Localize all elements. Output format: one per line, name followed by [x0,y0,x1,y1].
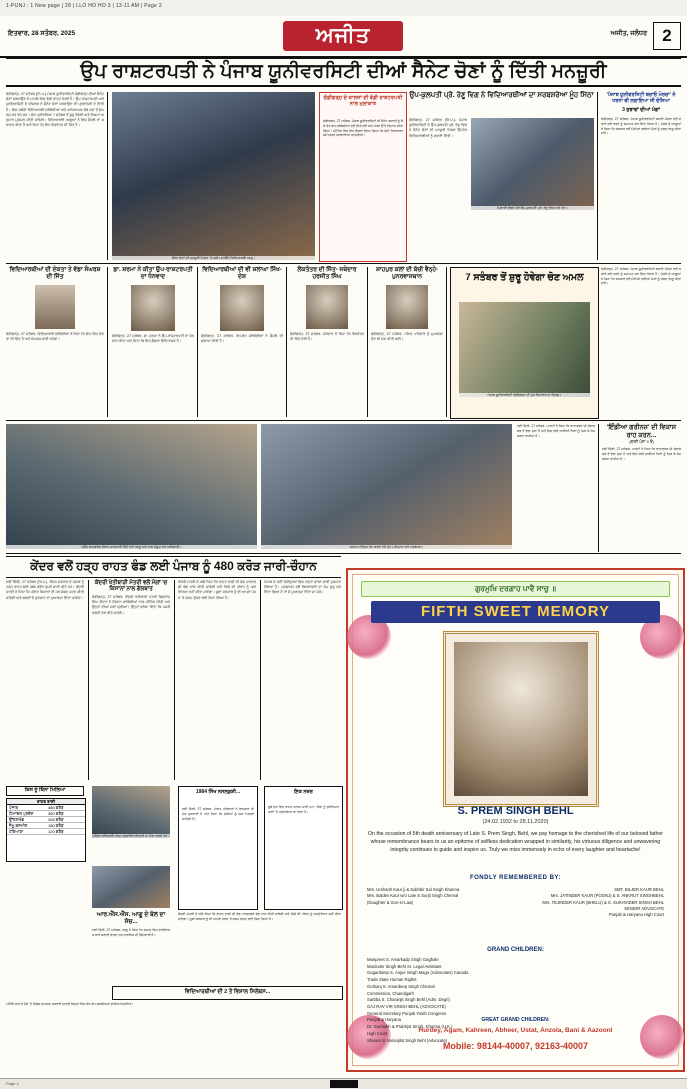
row2-story-3 [201,267,283,417]
gc-right: Trade State Human Rights [367,977,417,983]
great-grand-children-names: Hurdey, Agam, Kahreen, Abheer, Ustat, Anzola, Bani & Aazoonl [418,1027,613,1034]
grand-children-label: GRAND CHILDREN: [487,947,544,953]
row2-headline-1: ਵਿਦਿਆਰਥੀਆਂ ਦੀ ਏਕਤਾ ਤੇ ਵੱਡਾ ਸੰਘਰਸ਼ ਦੀ ਜਿੱਤ [9,267,101,281]
row2-story-4 [290,267,364,417]
gc-left: Gurkanj S. Amardeep Singh Chemal [367,983,435,989]
advert-inner-frame [352,574,679,1066]
main-photo-caption: ਸੈਨੇਟ ਚੋਣਾਂ ਦੀ ਮਨਜ਼ੂਰੀ ਮਿਲਣ 'ਤੇ ਖੁਸ਼ੀ ਮਨਾਉਂਦੇ ਵਿਦਿਆਰਥੀ ਆਗੂ। [112,256,315,260]
masthead [0,16,687,58]
redbox-headline: ਚੰਡੀਗੜ੍ਹ ਦੇ ਕਾਲਜਾਂ ਦੀ ਵੱਡੀ ਰਾਸ਼ਟਰਪਤੀ ਨਾਲ ਮੁਲਾਕਾਤ [323,95,403,108]
row3-right-headline: 'ਇੰਡੀਆ ਗਰੀਨਜ਼' ਦੀ ਵਿਕਾਸ ਰਾਹ ਕਰਨ... [606,424,677,439]
nss-body: ਨਵੀਂ ਦਿੱਲੀ, 27 ਸਤੰਬਰ- ਆਗੂ ਨੇ ਕਿਹਾ ਕਿ ਸਮਾਜ ਵਿਚ ਭਾਈਚਾਰਕ ਸਾਂਝ ਬਣਾਈ ਰੱਖਣਾ ਹਰ ਨਾਗਰਿਕ ਦੀ ਜ਼ਿੰਮੇਵਾਰੀ ਹੈ। [92,928,170,937]
police-photo-caption: ਪੁਲਿਸ ਅਧਿਕਾਰੀ ਹੜ੍ਹ ਪ੍ਰਭਾਵਿਤ ਇਲਾਕੇ ਦਾ ਦੌਰਾ ਕਰਦੇ ਹੋਏ। [92,834,170,838]
lead-story-body: ਚੰਡੀਗੜ੍ਹ, 27 ਸਤੰਬਰ (ਨਿ.ਪ.)-ਪੰਜਾਬ ਯੂਨੀਵਰਸਿਟੀ ਚੰਡੀਗੜ੍ਹ ਦੀਆਂ ਸੈਨੇਟ ਚੋਣਾਂ ਕਰਵਾਉਣ ਦੇ ਮਾਮਲੇ ਵਿਚ ਵੱਡੀ ਰਾਹਤ ਮਿਲੀ ਹੈ। ਉਪ ਰਾਸ਼ਟਰਪਤੀ ਅਤੇ ਯੂਨੀਵਰਸਿਟੀ ਦੇ ਚਾਂਸਲਰ ਨੇ ਸੈਨੇਟ ਚੋਣਾਂ ਕਰਵਾਉਣ ਦੀ ਪ੍ਰਵਾਨਗੀ ਦੇ ਦਿੱਤੀ ਹੈ। ਇਸ ਸਬੰਧੀ ਵਿਦਿਆਰਥੀ ਜਥੇਬੰਦੀਆਂ ਅਤੇ ਅਧਿਆਪਕ ਲੰਬੇ ਸਮੇਂ ਤੋਂ ਸੰਘਰਸ਼ ਕਰ ਰਹੇ ਸਨ। ਚੋਣ ਪ੍ਰਕਿਰਿਆ 7 ਸਤੰਬਰ ਤੋਂ ਸ਼ੁਰੂ ਹੋਵੇਗੀ ਅਤੇ ਨਿਯਮਾਂ ਅਨੁਸਾਰ ਮੁਕੰਮਲ ਕੀਤੀ ਜਾਵੇਗੀ। ਵਿਦਿਆਰਥੀ ਆਗੂਆਂ ਨੇ ਇਸ ਫ਼ੈਸਲੇ ਦਾ ਸਵਾਗਤ ਕੀਤਾ ਹੈ ਅਤੇ ਕਿਹਾ ਕਿ ਇਹ ਲੋਕਤੰਤਰ ਦੀ ਜਿੱਤ ਹੈ। [6,92,105,128]
main-photo [112,92,315,260]
gc-left: Dr. Gurmukh & Prabhjot Singh, Kharma (U.K.) [367,1024,453,1030]
row3-left-body: ਨਵੀਂ ਦਿੱਲੀ, 27 ਸਤੰਬਰ- ਪਾਰਟੀ ਨੇ ਕਿਹਾ ਕਿ ਵਾਤਾਵਰਨ ਦੀ ਸੰਭਾਲ ਸਭ ਤੋਂ ਵੱਡਾ ਮੁੱਦਾ ਹੈ ਅਤੇ ਇਸ ਲਈ ਸਾਰੀਆਂ ਧਿਰਾਂ ਨੂੰ ਮਿਲ ਕੇ ਕੰਮ ਕਰਨਾ ਚਾਹੀਦਾ ਹੈ। [517,424,595,438]
cell-amount: 360 ਕਰੋੜ [48,811,64,816]
family-name-right: SMT. BILJER KAUR BEHL [614,887,664,892]
vc-story [409,92,594,260]
row2-body-2: ਚੰਡੀਗੜ੍ਹ, 27 ਸਤੰਬਰ- ਡਾ. ਸ਼ਰਮਾ ਨੇ ਉਪ-ਰਾਸ਼ਟਰਪਤੀ ਦਾ ਧੰਨਵਾਦ ਕੀਤਾ ਅਤੇ ਕਿਹਾ ਕਿ ਇਹ ਫ਼ੈਸਲਾ ਇਤਿਹਾਸਕ ਹੈ। [112,334,194,344]
family-name-right: Mrs. JATINDER KAUR (POONJ) & S. ANKRUT SINGHBEHL [550,893,664,899]
table-row [7,829,85,835]
advert-gurmukhi-line: ਗੁਰਮੁਖਿ ਦਰਗਾਹ ਪਾਵੈ ਸਾਚੁ ॥ [361,581,670,597]
row3-right-sub: (ਬਾਕੀ ਪੰਨਾ 9 ਤੋਂ) [629,439,654,445]
row2-headline-5: ਸ਼ਾਹਪੁਰ ਕਲਾਂ ਦੀ ਬੱਚੀ ਵੈਨ੍ਹੇ-ਪੁਨਰਵਾਸਥਾਨ [375,267,439,281]
row2-story-5 [371,267,443,417]
row2-body-1: ਚੰਡੀਗੜ੍ਹ, 27 ਸਤੰਬਰ- ਵਿਦਿਆਰਥੀ ਜਥੇਬੰਦੀਆਂ ਨੇ ਕਿਹਾ ਕਿ ਇਹ ਜਿੱਤ ਏਕਤਾ ਦੀ ਜਿੱਤ ਹੈ ਅਤੇ ਸੰਘਰਸ਼ ਜਾਰੀ ਰਹੇਗਾ। [6,332,104,342]
student-strip [112,986,343,1000]
row3-left-text [517,424,595,552]
bottom-col-4-body: ਪੰਜਾਬ ਦੇ ਕਈ ਜ਼ਿਲ੍ਹਿਆਂ ਵਿਚ ਹੜ੍ਹਾਂ ਕਾਰਨ ਭਾਰੀ ਨੁਕਸਾਨ ਹੋਇਆ ਹੈ। ਪ੍ਰਸ਼ਾਸਨ ਵਲੋਂ ਗਿਰਦਾਵਰੀ ਦਾ ਕੰਮ ਸ਼ੁਰੂ ਕਰ ਦਿੱਤਾ ਗਿਆ ਹੈ ਤਾਂ ਜੋ ਮੁਆਵਜ਼ਾ ਦਿੱਤਾ ਜਾ ਸਕੇ। [264,580,341,595]
edition-line: ਅਜੀਤ, ਜਲੰਧਰ [610,30,647,37]
advert-title: FIFTH SWEET MEMORY [371,601,660,623]
row2-portrait-3 [220,285,264,331]
gc-left: Sarbba S. Charanjit Singh Behl (Adm. Degri) [367,997,450,1003]
date-line: ਇਤਵਾਰ, 28 ਸਤੰਬਰ, 2025 [8,30,76,37]
nss-story [92,912,170,938]
deceased-dates: (24.02.1932 to 28.11.2020) [482,819,549,825]
family-name-right: Punjab & Haryana High Court [608,912,664,918]
footer-note: Page 2 [6,1081,19,1086]
cell-amount: 180 ਕਰੋੜ [48,823,64,828]
vc-photo [471,118,594,210]
row2-body-3: ਚੰਡੀਗੜ੍ਹ, 27 ਸਤੰਬਰ- ਵੱਖ-ਵੱਖ ਜਥੇਬੰਦੀਆਂ ਨੇ ਫ਼ੈਸਲੇ ਦੀ ਸ਼ਲਾਘਾ ਕੀਤੀ ਹੈ। [201,334,283,344]
advert-family-names [367,887,664,918]
banner-headline-bar [6,58,681,87]
press-conference-caption: ਪ੍ਰੈੱਸ ਕਾਨਫ਼ਰੰਸ ਦੌਰਾਨ ਜਾਣਕਾਰੀ ਦਿੰਦੇ ਹੋਏ ਆਗੂ ਅਤੇ ਨਾਲ ਮੌਜੂਦ ਹੋਰ ਅਧਿਕਾਰੀ। [6,545,257,549]
family-name-right: SENIOR ADVOCATE [624,905,664,911]
row2-body-4: ਚੰਡੀਗੜ੍ਹ, 27 ਸਤੰਬਰ- ਜਥੇਦਾਰ ਨੇ ਕਿਹਾ ਕਿ ਲੋਕਤੰਤਰ ਦੀ ਜਿੱਤ ਹੋਈ ਹੈ। [290,332,364,342]
row2-story-1 [6,267,104,417]
advert-mobile: Mobile: 98144-40007, 92163-40007 [442,1041,589,1051]
row2-portrait-1 [35,285,75,329]
deceased-name: S. PREM SINGH BEHL [457,805,574,817]
right-top-subhead: 3 ਸੁਝਾਵਾਂ ਦੀਆਂ ਮੰਗਾਂ [622,107,660,113]
row2-side-text [601,267,681,417]
gc-right: GAJ RAV VIR SINGH BEHL (ADVOCATE) [367,1004,446,1010]
relief-table-header: ਰਾਹਤ ਰਾਸ਼ੀ [7,799,85,805]
one-glance-body: ਸੂਬੇ ਭਰ ਵਿਚ ਰਾਹਤ ਕਾਰਜ ਜਾਰੀ ਹਨ। ਲੋਕਾਂ ਨੂੰ ਸੁਰੱਖਿਅਤ ਥਾਵਾਂ 'ਤੇ ਪਹੁੰਚਾਇਆ ਜਾ ਰਿਹਾ ਹੈ। [268,805,339,814]
registration-mark [330,1080,358,1088]
bottom-col-2-body: ਚੰਡੀਗੜ੍ਹ, 27 ਸਤੰਬਰ- ਕੇਂਦਰੀ ਖੇਤੀਬਾੜੀ ਮੰਤਰੀ ਸ਼ਿਵਰਾਜ ਸਿੰਘ ਚੌਹਾਨ ਨੇ ਕਿਸਾਨ ਜਥੇਬੰਦੀਆਂ ਨਾਲ ਮੀਟਿੰਗ ਕੀਤੀ ਅਤੇ ਉਨ੍ਹਾਂ ਦੀਆਂ ਮੰਗਾਂ ਸੁਣੀਆਂ। ਉਨ੍ਹਾਂ ਭਰੋਸਾ ਦਿੱਤਾ ਕਿ ਮਸਲੇ ਜਲਦੀ ਹੱਲ ਕੀਤੇ ਜਾਣਗੇ। [92,594,170,615]
vc-headline: ਉਪ-ਕੁਲਪਤੀ ਪ੍ਰੋ. ਰੇਣੂ ਵਿਗ ਨੇ ਵਿਦਿਆਰਥੀਆਂ ਦਾ ਸਰਬਸ਼ਰੇਆ ਮੂੰਹ ਮਿੱਠਾ [409,92,594,99]
newspaper-logo: ਅਜੀਤ [283,21,403,51]
gc-left: General Secretary Punjab Youth Congress [367,1010,446,1016]
bottom-col-3-body: ਕੇਂਦਰੀ ਮੰਤਰੀ ਨੇ ਅੱਗੇ ਕਿਹਾ ਕਿ ਰਾਹਤ ਰਾਸ਼ੀ ਦੀ ਵੰਡ ਪਾਰਦਰਸ਼ੀ ਢੰਗ ਨਾਲ ਕੀਤੀ ਜਾਵੇਗੀ ਅਤੇ ਕਿਸੇ ਵੀ ਪੀੜਤ ਨੂੰ ਅਣਦੇਖਿਆ ਨਹੀਂ ਕੀਤਾ ਜਾਵੇਗਾ। ਸੂਬਾ ਸਰਕਾਰ ਨੂੰ ਵੀ ਆਪਣੇ ਪੱਧਰ 'ਤੇ ਕਦਮ ਚੁੱਕਣ ਲਈ ਕਿਹਾ ਗਿਆ ਹੈ। [178,580,256,600]
cell-state: ਹਿਮਾਚਲ ਪ੍ਰਦੇਸ਼ [9,811,34,816]
redbox-body: ਚੰਡੀਗੜ੍ਹ, 27 ਸਤੰਬਰ- ਪੰਜਾਬ ਯੂਨੀਵਰਸਿਟੀ ਦੀ ਸੈਨੇਟ ਬਹਾਲੀ ਨੂੰ ਲੈ ਕੇ ਵੱਖ-ਵੱਖ ਜਥੇਬੰਦੀਆਂ ਵਲੋਂ ਦਿੱਤੇ ਗਏ ਮੰਗ ਪੱਤਰ ਉੱਤੇ ਵਿਚਾਰ ਕੀਤਾ ਗਿਆ। ਮੀਟਿੰਗ ਵਿਚ ਇਹ ਫ਼ੈਸਲਾ ਲਿਆ ਗਿਆ ਕਿ ਚੋਣਾਂ ਨਿਰਧਾਰਤ ਸਮੇਂ ਅੰਦਰ ਕਰਵਾਈਆਂ ਜਾਣਗੀਆਂ। [323,119,403,138]
senate-date-feature [450,267,599,419]
cell-state: ਪੰਜਾਬ [9,805,18,810]
memorial-advertisement [346,568,685,1072]
bottom-banner-bar [6,556,341,578]
vc-body: ਚੰਡੀਗੜ੍ਹ, 27 ਸਤੰਬਰ (ਨਿ.ਪ.)- ਪੰਜਾਬ ਯੂਨੀਵਰਸਿਟੀ ਦੇ ਉਪ-ਕੁਲਪਤੀ ਪ੍ਰੋ. ਰੇਣੂ ਵਿਗ ਨੇ ਸੈਨੇਟ ਚੋਣਾਂ ਦੀ ਮਨਜ਼ੂਰੀ ਮਿਲਣ ਉਪਰੰਤ ਵਿਦਿਆਰਥੀਆਂ ਨੂੰ ਵਧਾਈ ਦਿੱਤੀ। [409,118,467,138]
gc-left: Gaganbeep S. Anjue Singh Mago (Advocates) Canada [367,970,469,976]
cell-amount: 120 ਕਰੋੜ [48,829,64,834]
one-glance-box [264,786,343,910]
sikh-1984-box [178,786,258,910]
gc-right: High Court [367,1030,388,1036]
row2-side-body: ਚੰਡੀਗੜ੍ਹ, 27 ਸਤੰਬਰ- ਪੰਜਾਬ ਯੂਨੀਵਰਸਿਟੀ ਬਚਾਓ ਮੋਰਚਾ ਵਲੋਂ ਲਗਾਏ ਗਏ ਧਰਨੇ ਨੂੰ ਸਮਾਪਤ ਕਰ ਦਿੱਤਾ ਗਿਆ ਹੈ। ਮੋਰਚੇ ਦੇ ਆਗੂਆਂ ਨੇ ਕਿਹਾ ਕਿ ਸਰਕਾਰ ਵਲੋਂ ਮੰਨੀਆਂ ਗਈਆਂ ਮੰਗਾਂ ਨੂੰ ਜਲਦ ਲਾਗੂ ਕੀਤਾ ਜਾਵੇ। [601,267,681,286]
vc-photo-caption: ਮਿਠਾਈ ਵੰਡਦੇ ਹੋਏ ਉਪ-ਕੁਲਪਤੀ ਪ੍ਰੋ. ਰੇਣੂ ਵਿਗ ਅਤੇ ਹੋਰ। [471,206,594,210]
bottom-col-1-body: ਨਵੀਂ ਦਿੱਲੀ, 27 ਸਤੰਬਰ (ਨਿ.ਪ.)- ਕੇਂਦਰ ਸਰਕਾਰ ਨੇ ਪੰਜਾਬ ਨੂੰ ਹੜ੍ਹ ਰਾਹਤ ਲਈ 480 ਕਰੋੜ ਰੁਪਏ ਜਾਰੀ ਕੀਤੇ ਹਨ। ਕੇਂਦਰੀ ਮੰਤਰੀ ਨੇ ਕਿਹਾ ਕਿ ਪੀੜਤ ਕਿਸਾਨਾਂ ਦੀ ਹਰ ਸੰਭਵ ਮਦਦ ਕੀਤੀ ਜਾਵੇਗੀ ਅਤੇ ਫ਼ਸਲਾਂ ਦੇ ਨੁਕਸਾਨ ਦਾ ਮੁਆਵਜ਼ਾ ਦਿੱਤਾ ਜਾਵੇਗਾ। [6,580,84,600]
gc-right: Commission, Chandigarh [367,990,415,996]
bottom-banner-headline: ਕੇਂਦਰ ਵਲੋਂ ਹੜ੍ਹ ਰਾਹਤ ਫੰਡ ਲਈ ਪੰਜਾਬ ਨੂੰ 480 ਕਰੋੜ ਜਾਰੀ-ਚੌਹਾਨ [30,559,317,573]
family-name-left: Mrs. Urshanh Kaur ji & Sukhbir Sal Singh Khanna [367,887,460,892]
bottom-extra-body: ਕੇਂਦਰੀ ਮੰਤਰੀ ਨੇ ਅੱਗੇ ਕਿਹਾ ਕਿ ਰਾਹਤ ਰਾਸ਼ੀ ਦੀ ਵੰਡ ਪਾਰਦਰਸ਼ੀ ਢੰਗ ਨਾਲ ਕੀਤੀ ਜਾਵੇਗੀ ਅਤੇ ਕਿਸੇ ਵੀ ਪੀੜਤ ਨੂੰ ਅਣਦੇਖਿਆ ਨਹੀਂ ਕੀਤਾ ਜਾਵੇਗਾ। ਸੂਬਾ ਸਰਕਾਰ ਨੂੰ ਵੀ ਆਪਣੇ ਪੱਧਰ 'ਤੇ ਕਦਮ ਚੁੱਕਣ ਲਈ ਕਿਹਾ ਗਿਆ ਹੈ। [178,912,341,921]
meeting-caption: ਸਨਮਾਨ ਚਿੰਨ੍ਹ ਭੇਟ ਕਰਦੇ ਹੋਏ ਮੁੱਖ ਮਹਿਮਾਨ ਅਤੇ ਪ੍ਰਬੰਧਕ। [261,545,512,549]
row2-story-2 [112,267,194,417]
advert-tribute-body: On the occasion of 5th death anniversary of Late S. Prem Singh, Behl, we pay homage to the cherished life of our beloved father whose remembrance bears to us an epitome of selfless dedication wrapped in similarity, his virtuous diligence and unwavering integrity continues to guide and inspire us. Truly we miss immensely in echo of every laughter and heartache! [367,831,663,853]
gc-right: Punjab & Haryana [367,1017,401,1023]
deceased-portrait [454,642,588,796]
row2-portrait-5 [386,285,428,329]
sikh-1984-body: ਨਵੀਂ ਦਿੱਲੀ, 27 ਸਤੰਬਰ- ਪੀੜਤ ਪਰਿਵਾਰਾਂ ਨੇ ਇਨਸਾਫ਼ ਦੀ ਮੰਗ ਦੁਹਰਾਈ ਹੈ ਅਤੇ ਕਿਹਾ ਕਿ ਦੋਸ਼ੀਆਂ ਨੂੰ ਸਜ਼ਾ ਮਿਲਣੀ ਚਾਹੀਦੀ ਹੈ। [182,807,254,821]
family-name-right: Mrs. TEJINDER KAUR (BHELU) & S. SUKHVIDER SINGH BEHL [542,899,664,905]
row2-headline-3: ਵਿਦਿਆਰਥੀਆਂ ਦੀ ਵੀ ਸ਼ਲਾਘਾ ਸਿੱਖ-ਦੇਸ਼ [202,267,282,281]
student-strip-text: ਵਿਦਿਆਰਥੀਆਂ ਦੀ 2 ਤੋਂ ਵਿਸ਼ਾਲ ਸਿਲੇਬਸ... [184,989,271,995]
cell-amount: 265 ਕਰੋੜ [48,817,64,822]
relief-table-title: ਕਿਸ ਨੂੰ ਕਿੰਨਾ ਮਿਲਿਆ [6,786,84,796]
cell-amount: 480 ਕਰੋੜ [48,805,64,810]
senate-building-photo [459,302,590,397]
press-conference-photo [6,424,257,549]
bottom-col-3 [178,580,256,780]
flood-photo [92,866,170,908]
print-strip [0,0,687,17]
family-name-left: (Daughter & Son-in-Law) [367,899,414,905]
meeting-photo [261,424,512,549]
lead-story-left [6,92,104,260]
gc-left: Shivam S. Kelanjilot Singh Behl (Advocate) [367,1037,448,1043]
great-grand-children-label: GREAT GRAND CHILDREN: [481,1017,550,1023]
row3-right-body: ਨਵੀਂ ਦਿੱਲੀ, 27 ਸਤੰਬਰ- ਪਾਰਟੀ ਨੇ ਕਿਹਾ ਕਿ ਵਾਤਾਵਰਨ ਦੀ ਸੰਭਾਲ ਸਭ ਤੋਂ ਵੱਡਾ ਮੁੱਦਾ ਹੈ ਅਤੇ ਇਸ ਲਈ ਸਾਰੀਆਂ ਧਿਰਾਂ ਨੂੰ ਮਿਲ ਕੇ ਕੰਮ ਕਰਨਾ ਚਾਹੀਦਾ ਹੈ। [602,447,681,461]
bottom-col-4 [264,580,341,780]
sikh-1984-headline: 1984 ਸਿੱਖ ਨਸਲਕੁਸ਼ੀ... [195,789,241,795]
banner-headline: ਉਪ ਰਾਸ਼ਟਰਪਤੀ ਨੇ ਪੰਜਾਬ ਯੂਨੀਵਰਸਿਟੀ ਦੀਆਂ ਸੈਨੇਟ ਚੋਣਾਂ ਨੂੰ ਦਿੱਤੀ ਮਨਜ਼ੂਰੀ [80,61,607,82]
relief-table-wrap [6,786,84,796]
page-number: 2 [653,22,681,50]
bottom-footer-body: 100ਵੇਂ ਸਾਲ ਦੇ ਮੌਕੇ 'ਤੇ ਵਿਸ਼ੇਸ਼ ਸਮਾਗਮ ਕਰਵਾਏ ਜਾਣਗੇ ਜਿਨ੍ਹਾਂ ਵਿਚ ਵੱਖ-ਵੱਖ ਸ਼ਖ਼ਸੀਅਤਾਂ ਸ਼ਾਮਿਲ ਹੋਣਗੀਆਂ। [6,1002,134,1006]
family-name-left: Mrs. Baldev Kaur w/o Late S Surjit Singh Chemal [367,893,459,899]
row2-portrait-2 [131,285,175,331]
police-photo [92,786,170,838]
cell-state: ਹਰਿਆਣਾ [9,829,24,834]
row2-body-5: ਚੰਡੀਗੜ੍ਹ, 27 ਸਤੰਬਰ- ਪੀੜਤ ਪਰਿਵਾਰ ਨੂੰ ਮੁਆਵਜ਼ਾ ਦੇਣ ਦੀ ਮੰਗ ਕੀਤੀ ਗਈ। [371,332,443,342]
gc-right: Maninder Singh Behl Sr. Legal Assistant [367,963,442,969]
print-line: 1-PUNJ : 1 New page | 28 | LLO HO HO 3 | 13-11 AM | Page 2 [6,3,162,9]
right-top-body: ਚੰਡੀਗੜ੍ਹ, 27 ਸਤੰਬਰ- ਪੰਜਾਬ ਯੂਨੀਵਰਸਿਟੀ ਬਚਾਓ ਮੋਰਚਾ ਵਲੋਂ ਲਗਾਏ ਗਏ ਧਰਨੇ ਨੂੰ ਸਮਾਪਤ ਕਰ ਦਿੱਤਾ ਗਿਆ ਹੈ। ਮੋਰਚੇ ਦੇ ਆਗੂਆਂ ਨੇ ਕਿਹਾ ਕਿ ਸਰਕਾਰ ਵਲੋਂ ਮੰਨੀਆਂ ਗਈਆਂ ਮੰਗਾਂ ਨੂੰ ਜਲਦ ਲਾਗੂ ਕੀਤਾ ਜਾਵੇ। [601,117,681,136]
senate-photo-caption: ਪੰਜਾਬ ਯੂਨੀਵਰਸਿਟੀ ਚੰਡੀਗੜ੍ਹ ਦੀ ਮੁੱਖ ਇਮਾਰਤ ਦਾ ਦ੍ਰਿਸ਼। [459,393,590,397]
row2-headline-2: ਡਾ. ਸ਼ਰਮਾ ਨੇ ਕੀਤਾ ਉਪ-ਰਾਸ਼ਟਰਪਤੀ ਦਾ ਧੰਨਵਾਦ [113,267,193,281]
row2-headline-4: ਲੋਕਤੰਤਰ ਦੀ ਜਿੱਤ- ਜਥੇਦਾਰ ਹਰਜੀਤ ਸਿੰਘ [297,267,357,281]
bottom-col-2 [92,580,170,780]
redbox-story [319,92,407,262]
row2-portrait-4 [306,285,348,329]
relief-table [6,798,86,862]
nss-headline: ਆਰ.ਐੱਸ.ਐੱਸ. ਆਗੂ ਦੇ ਬੋਲ ਦਾ ਸੱਚ... [96,912,166,926]
advert-photo-frame [443,631,599,807]
page-footer [0,1078,687,1089]
right-top-headline: 'ਪੰਜਾਬ ਯੂਨੀਵਰਸਿਟੀ ਬਚਾਓ ਮੋਰਚਾ' ਨੇ ਧਰਨਾ ਵੀ ਲਗਾਇਆ ਸੀ ਦੱਸਿਆ [606,92,676,104]
gc-left: Manpreet S. Amarkadp Singh Gaghale [367,957,439,962]
cell-state: ਜੰਮੂ-ਕਸ਼ਮੀਰ [9,823,28,828]
advert-fondly-label: FONDLY REMEMBERED BY: [469,875,562,881]
row3-right-story [602,424,681,552]
bottom-extra-text [178,912,341,922]
cell-state: ਉੱਤਰਾਖੰਡ [9,817,25,822]
bottom-col-2-headline: ਕੇਂਦਰੀ ਖੇਤੀਬਾੜੀ ਮੰਤਰੀ ਵਲੋਂ ਮੰਗਾਂ 'ਚ ਕਿਸਾਨਾਂ ਨਾਲ ਗੱਲਬਾਤ [94,580,168,593]
one-glance-headline: ਇਕ ਨਜ਼ਰ [294,789,313,795]
senate-date-headline: 7 ਸਤੰਬਰ ਤੋਂ ਸ਼ੁਰੂ ਹੋਵੇਗਾ ਚੋਣ ਅਮਲ [465,272,584,283]
bottom-col-1 [6,580,84,780]
bottom-footer-text [6,1002,341,1007]
right-top-story [601,92,681,260]
